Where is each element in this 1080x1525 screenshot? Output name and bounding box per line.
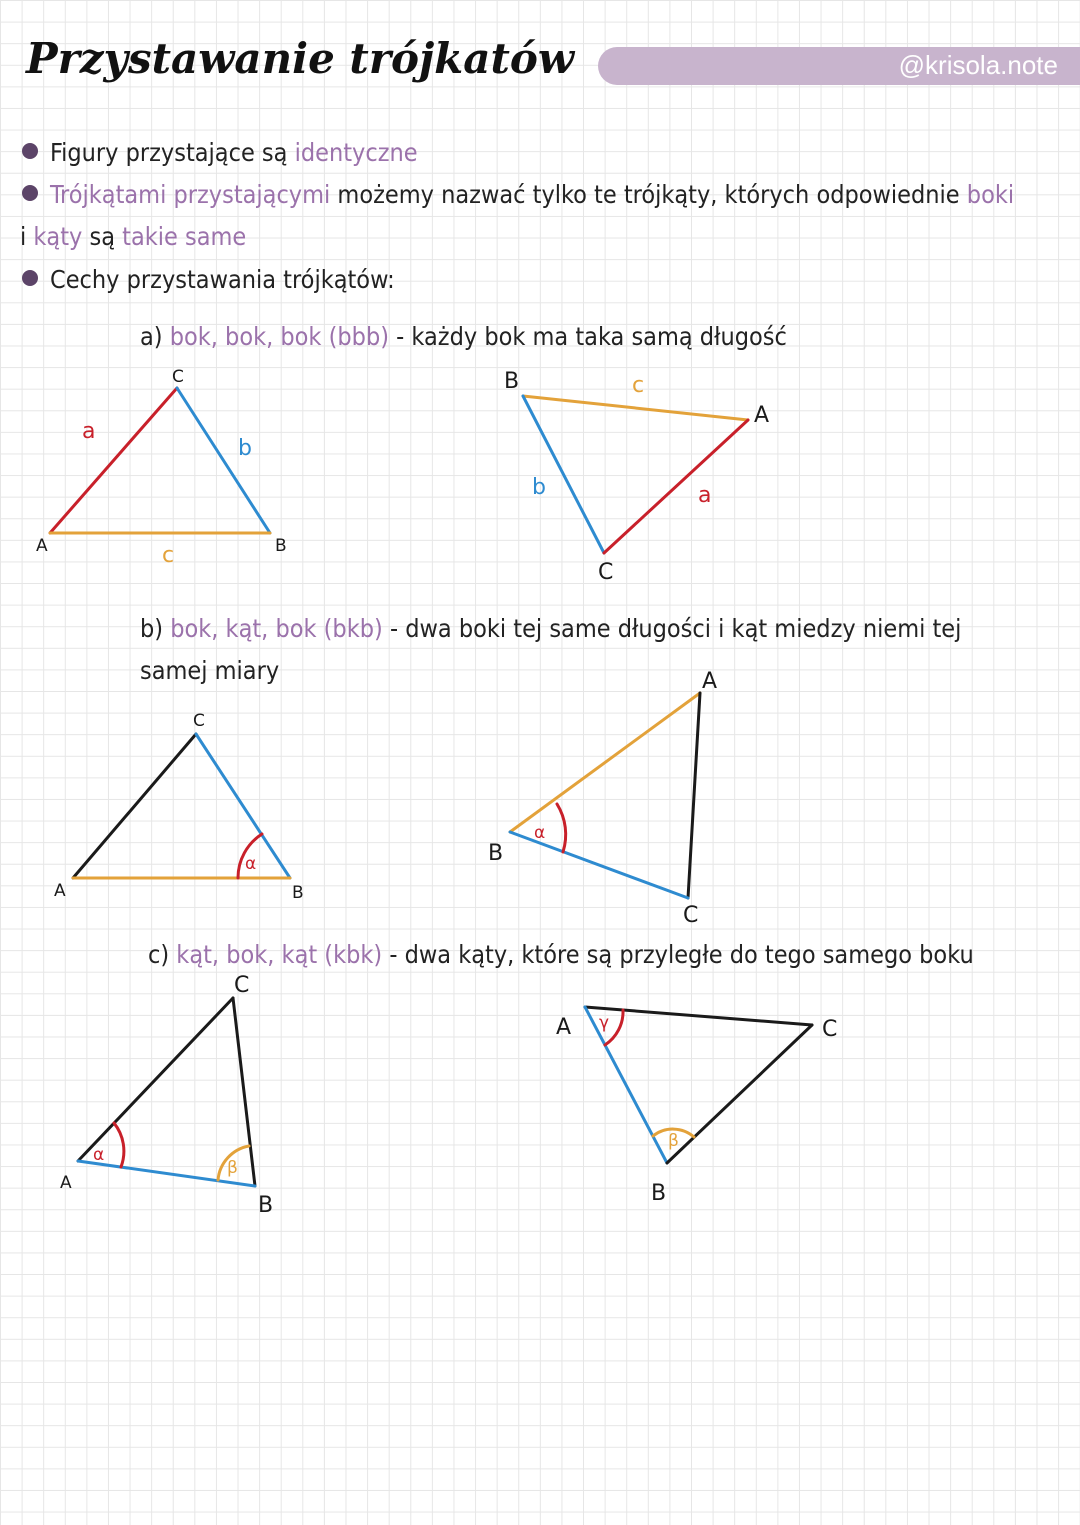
a-right-side-label-c: c bbox=[632, 373, 645, 398]
c-left-side-ac bbox=[78, 998, 233, 1161]
b-left-angle-label: α bbox=[245, 854, 257, 874]
c-right-alpha-label: γ bbox=[599, 1013, 610, 1033]
c-right-label-C: C bbox=[822, 1017, 838, 1042]
c-right-side-bc bbox=[667, 1025, 812, 1163]
a-right-label-B: B bbox=[504, 369, 520, 394]
a-right-side-label-a: a bbox=[698, 483, 712, 508]
bullet-2-continuation: i kąty są takie same bbox=[20, 222, 247, 251]
c-right-side-ac bbox=[585, 1007, 812, 1025]
b-left-side-ac bbox=[73, 734, 196, 878]
a-left-label-A: A bbox=[36, 536, 48, 556]
c-right-beta-label: β bbox=[668, 1131, 679, 1151]
section-a-heading: a) bok, bok, bok (bbb) - każdy bok ma taka samą długość bbox=[140, 322, 787, 351]
c-left-alpha-arc bbox=[114, 1123, 124, 1167]
a-left-side-b bbox=[177, 388, 270, 533]
b-right-label-C: C bbox=[683, 903, 699, 928]
a-right-label-A: A bbox=[754, 403, 770, 428]
a-left-label-C: C bbox=[172, 367, 184, 387]
section-b-heading: b) bok, kąt, bok (bkb) - dwa boki tej same długości i kąt miedzy niemi tej bbox=[140, 614, 962, 643]
a-left-side-label-c: c bbox=[162, 543, 175, 568]
c-right-label-B: B bbox=[651, 1181, 667, 1206]
b-right-angle-arc bbox=[557, 804, 566, 852]
a-left-side-label-a: a bbox=[82, 419, 96, 444]
c-right-label-A: A bbox=[556, 1015, 572, 1040]
b-left-label-C: C bbox=[193, 711, 205, 731]
c-left-beta-label: β bbox=[227, 1158, 238, 1178]
a-left-side-label-b: b bbox=[238, 436, 252, 461]
a-left-label-B: B bbox=[275, 536, 287, 556]
a-right-side-label-b: b bbox=[532, 475, 546, 500]
author-handle: @krisola.note bbox=[898, 50, 1058, 80]
c-left-alpha-label: α bbox=[93, 1145, 105, 1165]
a-right-side-a bbox=[604, 420, 748, 553]
b-right-side-ba bbox=[510, 693, 700, 832]
b-right-side-ac bbox=[688, 693, 700, 898]
b-left-label-B: B bbox=[292, 883, 304, 903]
c-left-label-C: C bbox=[234, 973, 250, 998]
a-right-label-C: C bbox=[598, 560, 614, 585]
bullet-1: Figury przystające są identyczne bbox=[22, 138, 418, 167]
c-left-label-B: B bbox=[258, 1193, 274, 1218]
a-left-side-a bbox=[50, 388, 177, 533]
bullet-3: Cechy przystawania trójkątów: bbox=[22, 265, 395, 294]
a-right-side-c bbox=[523, 396, 748, 420]
b-right-label-A: A bbox=[702, 669, 718, 694]
b-right-angle-label: α bbox=[534, 823, 546, 843]
c-left-label-A: A bbox=[60, 1173, 72, 1193]
section-b-heading-cont: samej miary bbox=[140, 656, 280, 685]
section-c-heading: c) kąt, bok, kąt (kbk) - dwa kąty, które są przyległe do tego samego boku bbox=[148, 940, 974, 969]
page-title: Przystawanie trójkatów bbox=[26, 34, 575, 83]
c-right-side-ab bbox=[585, 1007, 667, 1163]
b-right-label-B: B bbox=[488, 841, 504, 866]
b-left-label-A: A bbox=[54, 881, 66, 901]
bullet-2: Trójkątami przystającymi możemy nazwać tylko te trójkąty, których odpowiednie boki bbox=[22, 180, 1014, 209]
